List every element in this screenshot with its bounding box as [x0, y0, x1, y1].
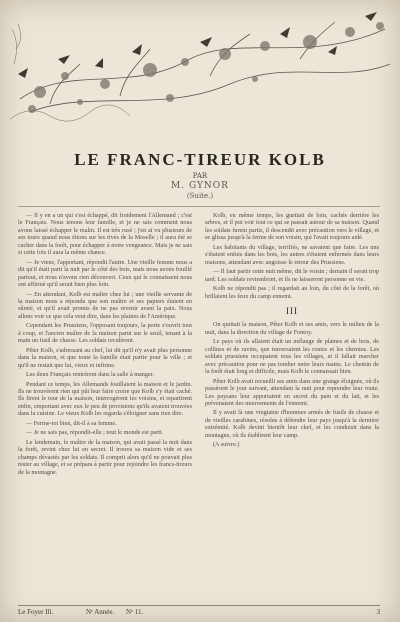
paragraph: — En attendant, Kolb est maître chez lui ; une vieille servante de la maison nous a répondu que son maître et ses papiers étaient en sûreté, et qu'il avait promis de ne pas revenir avant la paix. Nous allons voir ce que cela veut dire, dans les plaines de l'Amérique. [18, 290, 192, 320]
paragraph: Pendant ce temps, les Allemands fouillaient la maison et le jardin. Ils ne trouvèrent rien qui pût leur faire croire que Kolb s'y était caché. Ils firent le tour de la maison, interrogèrent les voisins, et repartirent enfin, emportant avec eux le peu de provisions qu'ils avaient trouvées dans la cuisine. Le vieux Kolb les regarda s'éloigner sans rien dire. [18, 380, 192, 418]
paragraph: Kolb ne répondit pas ; il regardait au loin, du côté de la forêt, où brillaient les feux du camp ennemi. [205, 285, 379, 300]
paragraph: Le pays où ils allaient était un mélange de plaines et de bois, de collines et de ravins, que traversaient les routes et les chemins. Les soldats prussiens occupaient tous les villages, et il fallait marcher avec précaution pour ne pas tomber entre leurs mains. Le chemin de la forêt était long et difficile, mais Kolb le connaissait bien. [205, 338, 379, 376]
footer-page-number: 3 [376, 608, 380, 616]
paragraph: — Je ne sais pas, répondit-elle ; tout le monde est parti. [26, 429, 164, 437]
paragraph: — Je viens, l'apportant, répondit l'autre. Une vieille femme nous a dit qu'il était parti la nuit par le côté des bois, mais nous avons fouillé partout, et nous n'avons rien découvert. Ceux qui le connaissent nous ont affirmé qu'il serait bien plus loin. [18, 258, 192, 289]
article-author: M. GYNOR [171, 181, 229, 191]
page-footer [18, 605, 380, 616]
paragraph: Les deux Français rentrèrent dans la salle à manger. [26, 371, 154, 379]
left-column [18, 212, 192, 602]
right-column [205, 212, 379, 602]
paragraph: Cependant les Prussiens, l'opposant toujours, la porte s'ouvrit tout à coup, et l'ancien maître de la maison parut sur le seuil, tenant à la main un fusil de chasse. Les soldats reculèrent. [18, 322, 192, 345]
article-continuation: (Suite.) [186, 192, 214, 200]
footer-issue-number: Nᵒ 11. [126, 608, 144, 616]
article-header [0, 150, 400, 200]
paragraph: Pêter Kolb avait recueilli ses amis dans une grange éloignée, où ils passèrent le jour suivant, attendant la nuit pour reprendre leur route. Les paysans leur apportaient en secret du pain et du lait, et les prévenaient des mouvements de l'ennemi. [205, 377, 379, 407]
paragraph: Les habitants du village, terrifiés, ne savaient que faire. Les uns s'étaient enfuis dans les bois, les autres s'étaient enfermés dans leurs maisons, attendant avec angoisse le retour des Prussiens. [205, 243, 379, 266]
paragraph: On quittait la maison, Pêter Kolb et ses amis, vers le milieu de la nuit, dans la direction du village de Fontoy. [205, 321, 379, 336]
article-title: LE FRANC-TIREUR KOLB [74, 150, 326, 169]
footer-year: Nᵉ Année. [86, 608, 115, 616]
paragraph: Le lendemain, le maître de la maison, qui avait passé la nuit dans la forêt, revint chez lui en secret. Il trouva sa maison vide et ses champs dévastés par les soldats. Il comprit alors qu'il ne pouvait plus rester au village, et se prépara à partir pour rejoindre les francs-tireurs de la montagne. [18, 438, 192, 476]
section-heading: III [286, 305, 298, 316]
paragraph: — Il faut partir cette nuit même, dit le voisin ; demain il serait trop tard. Les soldats reviendront, et ils ne laisseront personne en vie. [205, 268, 379, 283]
article-by: PAR [192, 172, 208, 180]
paragraph: Kolb, en même temps, les guettait de loin, cachés derrière les arbres, et il put voir tout ce qui se passait autour de sa maison. Quand les soldats furent partis, il descendit avec précaution vers le village, et se glissa jusqu'à la ferme de son voisin, qui l'avait toujours aidé. [205, 212, 379, 242]
floral-vignette-illustration [10, 4, 395, 122]
paragraph: — Il y en a un qui s'est échappé, dit froidement l'Allemand ; c'est le Français. Nous tenons leur famille, et je ne sais comment nous avons laissé échapper le malin. Il est très rusé ; j'en ai vu plusieurs de ses tours quand nous étions sur les rives de la Moselle ; il aura été se cacher dans la forêt, pour échapper à notre vengeance. Mais je ne sais si cette fois il aura la même chance. [18, 212, 192, 257]
footer-publication: Le Foyer Ill. [18, 608, 54, 616]
paragraph: — Ferme-toi bien, dit-il à sa femme. [26, 419, 117, 427]
paragraph: (A suivre.) [213, 441, 240, 449]
header-rule [18, 206, 380, 207]
paragraph: Il y avait là une vingtaine d'hommes armés de fusils de chasse et de vieilles carabines, résolus à défendre leur pays jusqu'à la dernière extrémité. Kolb devint bientôt leur chef, et les conduisit dans la montagne, où ils établirent leur camp. [205, 409, 379, 439]
paragraph: Pêter Kolb, s'adressant au chef, lui dit qu'il n'y avait plus personne dans la maison, et que toute la famille était partie pour la ville ; et qu'il ne restait que lui, vieux et infirme. [18, 346, 192, 369]
